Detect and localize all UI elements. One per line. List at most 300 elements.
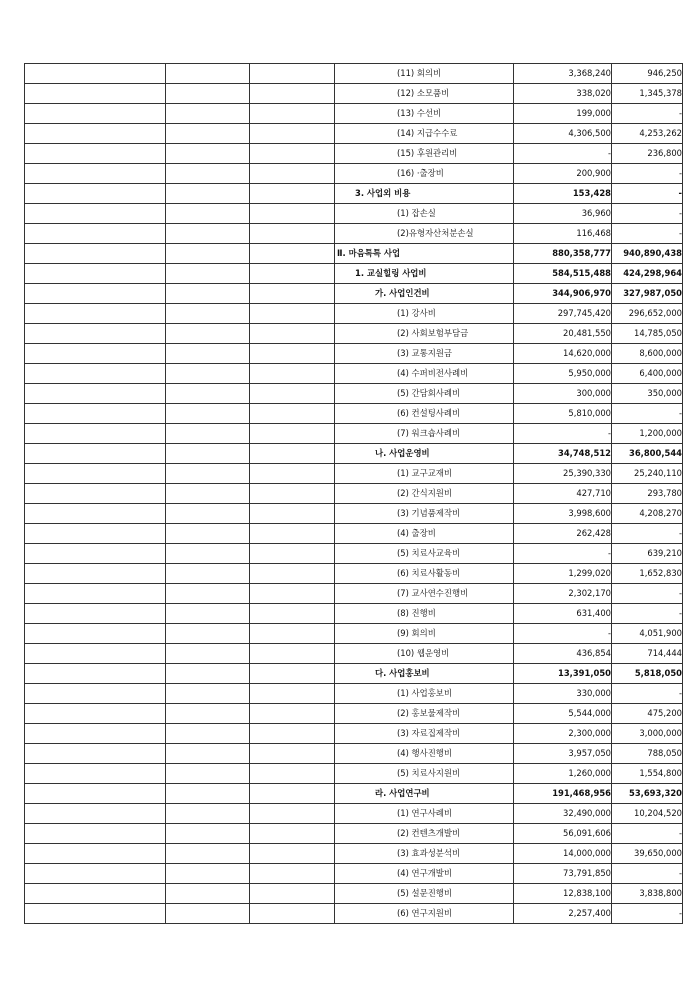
current-amount: 5,544,000: [514, 704, 612, 724]
current-amount: 34,748,512: [514, 444, 612, 464]
account-label: (15) 후원관리비: [335, 144, 514, 164]
empty-cell: [25, 864, 166, 884]
current-amount: 5,810,000: [514, 404, 612, 424]
table-row: [25, 884, 683, 904]
table-row: [25, 664, 683, 684]
table-row: [25, 844, 683, 864]
empty-cell: [166, 804, 250, 824]
previous-amount: 25,240,110: [612, 464, 683, 484]
table-row: [25, 224, 683, 244]
previous-amount: 639,210: [612, 544, 683, 564]
current-amount: 3,368,240: [514, 64, 612, 84]
account-label: (3) 효과성분석비: [335, 844, 514, 864]
current-amount: 338,020: [514, 84, 612, 104]
account-label: (2) 컨텐츠개발비: [335, 824, 514, 844]
account-label: (6) 컨설팅사례비: [335, 404, 514, 424]
empty-cell: [25, 604, 166, 624]
empty-cell: [166, 284, 250, 304]
table-row: [25, 144, 683, 164]
empty-cell: [25, 484, 166, 504]
current-amount: 631,400: [514, 604, 612, 624]
table-row: [25, 764, 683, 784]
empty-cell: [166, 604, 250, 624]
account-label: (5) 설문진행비: [335, 884, 514, 904]
table-row: [25, 124, 683, 144]
empty-cell: [250, 424, 335, 444]
empty-cell: [25, 224, 166, 244]
current-amount: 116,468: [514, 224, 612, 244]
account-label: 다. 사업홍보비: [335, 664, 514, 684]
previous-amount: 940,890,438: [612, 244, 683, 264]
previous-amount: -: [612, 864, 683, 884]
previous-amount: -: [612, 104, 683, 124]
financial-statement-table: [24, 63, 683, 924]
empty-cell: [25, 344, 166, 364]
empty-cell: [166, 364, 250, 384]
empty-cell: [25, 184, 166, 204]
table-row: [25, 484, 683, 504]
current-amount: 330,000: [514, 684, 612, 704]
table-row: [25, 724, 683, 744]
empty-cell: [25, 744, 166, 764]
empty-cell: [166, 184, 250, 204]
empty-cell: [166, 584, 250, 604]
current-amount: 2,257,400: [514, 904, 612, 924]
empty-cell: [25, 544, 166, 564]
table-row: [25, 284, 683, 304]
table-row: [25, 564, 683, 584]
current-amount: 300,000: [514, 384, 612, 404]
empty-cell: [25, 104, 166, 124]
empty-cell: [166, 204, 250, 224]
empty-cell: [250, 164, 335, 184]
account-label: (2)유형자산처분손실: [335, 224, 514, 244]
current-amount: 584,515,488: [514, 264, 612, 284]
current-amount: 427,710: [514, 484, 612, 504]
previous-amount: -: [612, 204, 683, 224]
account-label: (16) ·출장비: [335, 164, 514, 184]
empty-cell: [166, 424, 250, 444]
previous-amount: 5,818,050: [612, 664, 683, 684]
current-amount: -: [514, 144, 612, 164]
empty-cell: [166, 504, 250, 524]
empty-cell: [25, 204, 166, 224]
account-label: Ⅱ. 마음톡톡 사업: [335, 244, 514, 264]
empty-cell: [250, 804, 335, 824]
account-label: (3) 기념품제작비: [335, 504, 514, 524]
table-row: [25, 784, 683, 804]
empty-cell: [250, 784, 335, 804]
empty-cell: [25, 664, 166, 684]
table-row: [25, 384, 683, 404]
current-amount: 56,091,606: [514, 824, 612, 844]
table-row: [25, 244, 683, 264]
current-amount: 3,998,600: [514, 504, 612, 524]
empty-cell: [166, 64, 250, 84]
account-label: (1) 잡손실: [335, 204, 514, 224]
table-row: [25, 464, 683, 484]
empty-cell: [250, 484, 335, 504]
empty-cell: [166, 844, 250, 864]
empty-cell: [250, 664, 335, 684]
table-row: [25, 704, 683, 724]
empty-cell: [25, 624, 166, 644]
current-amount: 14,620,000: [514, 344, 612, 364]
empty-cell: [166, 764, 250, 784]
account-label: (1) 연구사례비: [335, 804, 514, 824]
empty-cell: [250, 524, 335, 544]
empty-cell: [25, 284, 166, 304]
empty-cell: [166, 864, 250, 884]
empty-cell: [250, 184, 335, 204]
previous-amount: 1,554,800: [612, 764, 683, 784]
account-label: (4) 출장비: [335, 524, 514, 544]
table-row: [25, 204, 683, 224]
empty-cell: [25, 824, 166, 844]
table-row: [25, 84, 683, 104]
account-label: (14) 지급수수료: [335, 124, 514, 144]
empty-cell: [166, 244, 250, 264]
empty-cell: [250, 144, 335, 164]
empty-cell: [250, 724, 335, 744]
account-label: (2) 간식지원비: [335, 484, 514, 504]
empty-cell: [250, 744, 335, 764]
table-row: [25, 584, 683, 604]
previous-amount: 475,200: [612, 704, 683, 724]
previous-amount: 1,652,830: [612, 564, 683, 584]
empty-cell: [250, 604, 335, 624]
previous-amount: 293,780: [612, 484, 683, 504]
account-label: (4) 수퍼비전사례비: [335, 364, 514, 384]
empty-cell: [166, 224, 250, 244]
previous-amount: 10,204,520: [612, 804, 683, 824]
table-row: [25, 164, 683, 184]
empty-cell: [250, 584, 335, 604]
empty-cell: [250, 64, 335, 84]
account-label: (9) 회의비: [335, 624, 514, 644]
empty-cell: [166, 544, 250, 564]
empty-cell: [250, 624, 335, 644]
table-row: [25, 304, 683, 324]
current-amount: 2,300,000: [514, 724, 612, 744]
table-row: [25, 404, 683, 424]
empty-cell: [25, 644, 166, 664]
current-amount: 880,358,777: [514, 244, 612, 264]
previous-amount: -: [612, 584, 683, 604]
table-row: [25, 744, 683, 764]
empty-cell: [166, 704, 250, 724]
current-amount: 3,957,050: [514, 744, 612, 764]
empty-cell: [166, 384, 250, 404]
previous-amount: 714,444: [612, 644, 683, 664]
empty-cell: [250, 644, 335, 664]
account-label: (4) 연구개발비: [335, 864, 514, 884]
account-label: (3) 교통지원금: [335, 344, 514, 364]
account-label: (1) 교구교재비: [335, 464, 514, 484]
empty-cell: [250, 324, 335, 344]
empty-cell: [250, 404, 335, 424]
empty-cell: [166, 404, 250, 424]
previous-amount: 3,000,000: [612, 724, 683, 744]
empty-cell: [166, 84, 250, 104]
empty-cell: [25, 464, 166, 484]
empty-cell: [25, 504, 166, 524]
table-row: [25, 444, 683, 464]
table-row: [25, 604, 683, 624]
current-amount: 199,000: [514, 104, 612, 124]
current-amount: 14,000,000: [514, 844, 612, 864]
account-label: 라. 사업연구비: [335, 784, 514, 804]
account-label: (10) 웹운영비: [335, 644, 514, 664]
account-label: (5) 치료사지원비: [335, 764, 514, 784]
table-row: [25, 64, 683, 84]
empty-cell: [250, 224, 335, 244]
previous-amount: 36,800,544: [612, 444, 683, 464]
table-row: [25, 364, 683, 384]
account-label: (5) 간담회사례비: [335, 384, 514, 404]
empty-cell: [166, 784, 250, 804]
empty-cell: [166, 484, 250, 504]
empty-cell: [250, 344, 335, 364]
previous-amount: 1,200,000: [612, 424, 683, 444]
empty-cell: [25, 424, 166, 444]
empty-cell: [25, 904, 166, 924]
empty-cell: [166, 344, 250, 364]
account-label: 나. 사업운영비: [335, 444, 514, 464]
table-row: [25, 644, 683, 664]
empty-cell: [25, 704, 166, 724]
account-label: (2) 사회보험부담금: [335, 324, 514, 344]
previous-amount: -: [612, 184, 683, 204]
empty-cell: [250, 124, 335, 144]
previous-amount: 39,650,000: [612, 844, 683, 864]
previous-amount: 3,838,800: [612, 884, 683, 904]
previous-amount: 4,051,900: [612, 624, 683, 644]
previous-amount: 4,253,262: [612, 124, 683, 144]
empty-cell: [250, 824, 335, 844]
table-row: [25, 324, 683, 344]
current-amount: 25,390,330: [514, 464, 612, 484]
table-row: [25, 504, 683, 524]
current-amount: 20,481,550: [514, 324, 612, 344]
empty-cell: [250, 864, 335, 884]
empty-cell: [25, 844, 166, 864]
empty-cell: [25, 404, 166, 424]
empty-cell: [166, 824, 250, 844]
empty-cell: [250, 704, 335, 724]
empty-cell: [25, 784, 166, 804]
empty-cell: [166, 444, 250, 464]
empty-cell: [250, 844, 335, 864]
empty-cell: [25, 444, 166, 464]
empty-cell: [250, 364, 335, 384]
table-row: [25, 684, 683, 704]
empty-cell: [166, 464, 250, 484]
current-amount: 262,428: [514, 524, 612, 544]
current-amount: -: [514, 424, 612, 444]
empty-cell: [250, 884, 335, 904]
table-row: [25, 264, 683, 284]
empty-cell: [166, 164, 250, 184]
empty-cell: [166, 624, 250, 644]
account-label: 1. 교실힐링 사업비: [335, 264, 514, 284]
empty-cell: [250, 244, 335, 264]
current-amount: 1,299,020: [514, 564, 612, 584]
empty-cell: [250, 264, 335, 284]
empty-cell: [166, 684, 250, 704]
empty-cell: [250, 504, 335, 524]
empty-cell: [166, 124, 250, 144]
empty-cell: [166, 744, 250, 764]
table-row: [25, 864, 683, 884]
account-label: (1) 사업홍보비: [335, 684, 514, 704]
current-amount: 32,490,000: [514, 804, 612, 824]
current-amount: 36,960: [514, 204, 612, 224]
empty-cell: [25, 524, 166, 544]
table-row: [25, 904, 683, 924]
empty-cell: [166, 664, 250, 684]
empty-cell: [166, 144, 250, 164]
account-label: (8) 진행비: [335, 604, 514, 624]
previous-amount: -: [612, 684, 683, 704]
empty-cell: [25, 764, 166, 784]
empty-cell: [25, 84, 166, 104]
current-amount: 344,906,970: [514, 284, 612, 304]
empty-cell: [25, 304, 166, 324]
empty-cell: [25, 884, 166, 904]
current-amount: 153,428: [514, 184, 612, 204]
empty-cell: [250, 304, 335, 324]
empty-cell: [25, 164, 166, 184]
account-label: (6) 연구지원비: [335, 904, 514, 924]
current-amount: -: [514, 624, 612, 644]
empty-cell: [166, 724, 250, 744]
previous-amount: 236,800: [612, 144, 683, 164]
empty-cell: [166, 564, 250, 584]
previous-amount: 424,298,964: [612, 264, 683, 284]
table-body: [25, 64, 683, 924]
account-label: (4) 행사진행비: [335, 744, 514, 764]
empty-cell: [25, 564, 166, 584]
previous-amount: 1,345,378: [612, 84, 683, 104]
table-row: [25, 804, 683, 824]
previous-amount: 327,987,050: [612, 284, 683, 304]
current-amount: 12,838,100: [514, 884, 612, 904]
previous-amount: 53,693,320: [612, 784, 683, 804]
empty-cell: [250, 904, 335, 924]
previous-amount: 8,600,000: [612, 344, 683, 364]
table-row: [25, 524, 683, 544]
account-label: (6) 치료사활동비: [335, 564, 514, 584]
account-label: (13) 수선비: [335, 104, 514, 124]
empty-cell: [250, 204, 335, 224]
account-label: (7) 교사연수진행비: [335, 584, 514, 604]
previous-amount: -: [612, 404, 683, 424]
current-amount: 200,900: [514, 164, 612, 184]
account-label: (1) 강사비: [335, 304, 514, 324]
empty-cell: [25, 804, 166, 824]
current-amount: 191,468,956: [514, 784, 612, 804]
previous-amount: 296,652,000: [612, 304, 683, 324]
account-label: (12) 소모품비: [335, 84, 514, 104]
empty-cell: [25, 324, 166, 344]
account-label: (11) 회의비: [335, 64, 514, 84]
current-amount: 2,302,170: [514, 584, 612, 604]
empty-cell: [25, 724, 166, 744]
previous-amount: -: [612, 224, 683, 244]
current-amount: 4,306,500: [514, 124, 612, 144]
current-amount: 13,391,050: [514, 664, 612, 684]
table-row: [25, 544, 683, 564]
empty-cell: [166, 644, 250, 664]
table-row: [25, 424, 683, 444]
empty-cell: [250, 384, 335, 404]
empty-cell: [250, 684, 335, 704]
empty-cell: [166, 324, 250, 344]
current-amount: 1,260,000: [514, 764, 612, 784]
empty-cell: [25, 124, 166, 144]
empty-cell: [250, 544, 335, 564]
empty-cell: [250, 84, 335, 104]
empty-cell: [250, 444, 335, 464]
empty-cell: [25, 264, 166, 284]
table-row: [25, 184, 683, 204]
previous-amount: 4,208,270: [612, 504, 683, 524]
empty-cell: [166, 304, 250, 324]
current-amount: 73,791,850: [514, 864, 612, 884]
current-amount: 297,745,420: [514, 304, 612, 324]
empty-cell: [166, 104, 250, 124]
empty-cell: [166, 264, 250, 284]
account-label: 3. 사업외 비용: [335, 184, 514, 204]
current-amount: 5,950,000: [514, 364, 612, 384]
current-amount: 436,854: [514, 644, 612, 664]
empty-cell: [166, 904, 250, 924]
empty-cell: [250, 564, 335, 584]
table-row: [25, 624, 683, 644]
empty-cell: [25, 144, 166, 164]
empty-cell: [250, 464, 335, 484]
previous-amount: 788,050: [612, 744, 683, 764]
account-label: (2) 홍보물제작비: [335, 704, 514, 724]
empty-cell: [25, 244, 166, 264]
previous-amount: -: [612, 824, 683, 844]
empty-cell: [25, 364, 166, 384]
previous-amount: -: [612, 164, 683, 184]
previous-amount: -: [612, 524, 683, 544]
table-row: [25, 344, 683, 364]
previous-amount: 350,000: [612, 384, 683, 404]
current-amount: -: [514, 544, 612, 564]
empty-cell: [166, 884, 250, 904]
account-label: 가. 사업인건비: [335, 284, 514, 304]
previous-amount: 6,400,000: [612, 364, 683, 384]
empty-cell: [166, 524, 250, 544]
table-row: [25, 104, 683, 124]
empty-cell: [250, 104, 335, 124]
table-row: [25, 824, 683, 844]
previous-amount: 946,250: [612, 64, 683, 84]
previous-amount: -: [612, 604, 683, 624]
empty-cell: [25, 64, 166, 84]
empty-cell: [250, 764, 335, 784]
empty-cell: [250, 284, 335, 304]
account-label: (5) 치료사교육비: [335, 544, 514, 564]
empty-cell: [25, 684, 166, 704]
previous-amount: -: [612, 904, 683, 924]
empty-cell: [25, 584, 166, 604]
previous-amount: 14,785,050: [612, 324, 683, 344]
